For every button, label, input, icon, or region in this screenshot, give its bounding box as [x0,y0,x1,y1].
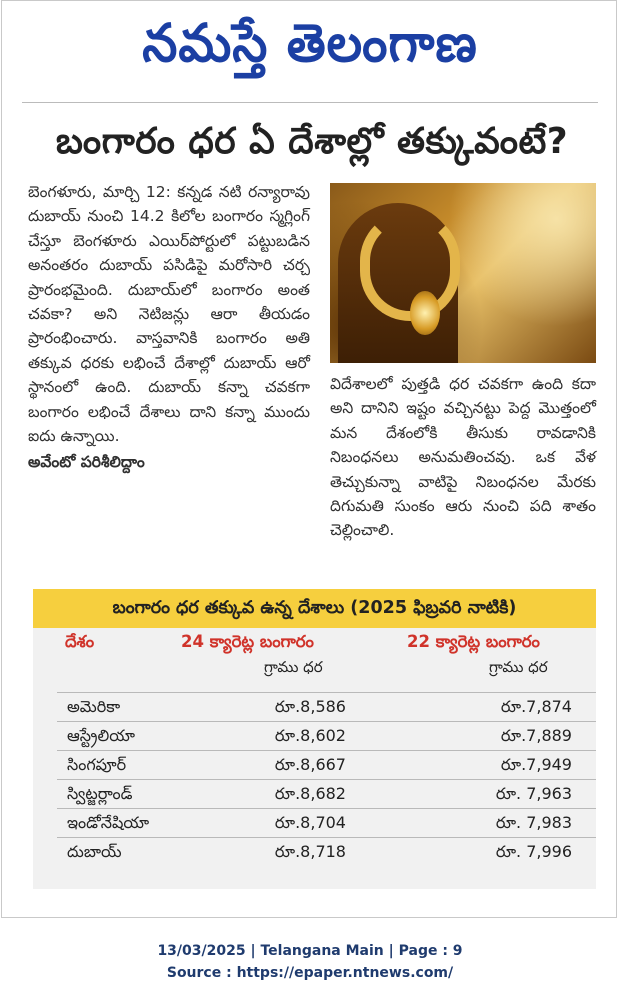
cell-price-24k: రూ.8,682 [274,784,346,803]
table-row [57,808,596,837]
cell-price-22k: రూ.7,889 [500,726,572,745]
cell-country: స్విట్జర్లాండ్ [67,784,133,803]
cell-price-22k: రూ. 7,963 [495,784,572,803]
footer-edition-info: 13/03/2025 | Telangana Main | Page : 9 [157,943,463,959]
table-title: బంగారం ధర తక్కువ ఉన్న దేశాలు (2025 ఫిబ్రవరి నాటికి) [33,589,596,628]
article-signoff: అవేంటో పరిశీలిద్దాం [28,453,145,472]
table-row [57,750,596,779]
newspaper-masthead: నమస్తే తెలంగాణ [142,11,478,74]
table-header [33,628,596,680]
article-body-right: విదేశాలలో పుత్తడి ధర చవకగా ఉంది కదా అని దానిని ఇష్టం వచ్చినట్టు పెద్ద మొత్తంలో మన దేశంలోకి తీసుకు రావడానికి నిబంధనలు అనుమతించవు. ఒక వేళ తెచ్చుకున్నా వాటిపై నిబంధనల మేరకు దిగుమతి సుంకం ఆరు నుంచి పది శాతం చెల్లించాలి. [330,375,596,540]
cell-price-22k: రూ.7,949 [500,755,572,774]
table-row [57,692,596,721]
cell-country: దుబాయ్ [67,842,122,861]
pendant-icon [410,291,440,335]
cell-price-22k: రూ. 7,996 [495,842,572,861]
cell-price-24k: రూ.8,704 [274,813,346,832]
page-footer [0,940,620,984]
header-country: దేశం [65,632,95,651]
cell-price-24k: రూ.8,586 [274,697,346,716]
cell-price-22k: రూ. 7,983 [495,813,572,832]
cell-price-24k: రూ.8,667 [274,755,346,774]
cell-price-24k: రూ.8,602 [274,726,346,745]
header-24k: 24 క్యారెట్ల బంగారం [181,632,314,651]
table-row [57,721,596,750]
table-row [57,837,596,866]
header-22k: 22 క్యారెట్ల బంగారం [407,632,540,651]
cell-price-22k: రూ.7,874 [500,697,572,716]
cell-price-24k: రూ.8,718 [274,842,346,861]
cell-country: ఇండోనేషియా [67,813,150,832]
subheader-22k: గ్రాము ధర [489,658,548,676]
masthead-divider [22,102,598,103]
table-row [57,779,596,808]
cell-country: ఆస్ట్రేలియా [67,726,135,745]
cell-country: అమెరికా [67,697,121,716]
footer-source: Source : https://epaper.ntnews.com/ [166,965,454,981]
cell-country: సింగపూర్ [67,755,127,774]
article-headline: బంగారం ధర ఏ దేశాల్లో తక్కువంటే? [55,121,569,162]
subheader-24k: గ్రాము ధర [264,658,323,676]
article-left-column [28,180,310,475]
article-body-left: బెంగళూరు, మార్చి 12: కన్నడ నటి రన్యారావు దుబాయ్ నుంచి 14.2 కిలోల బంగారం స్మగ్లింగ్ చేస్తూ బెంగళూరు ఎయిర్‌పోర్టులో పట్టుబడిన అనంతరం దుబాయ్ పసిడిపై మరోసారి చర్చ ప్రారంభమైంది. దుబాయ్‌లో బంగారం అంత చవకా? అని నెటిజన్లు ఆరా తీయడం ప్రారంభించారు. వాస్తవానికి బంగారం అతి తక్కువ ధరకు లభించే దేశాల్లో దుబాయ్ ఆరో స్థానంలో ఉంది. దుబాయ్ కన్నా చవకగా బంగారం లభించే దేశాలు దాని కన్నా ముందు ఐదు ఉన్నాయి. [28,183,310,446]
gold-price-table [33,589,596,889]
gold-necklace-photo [330,183,596,363]
